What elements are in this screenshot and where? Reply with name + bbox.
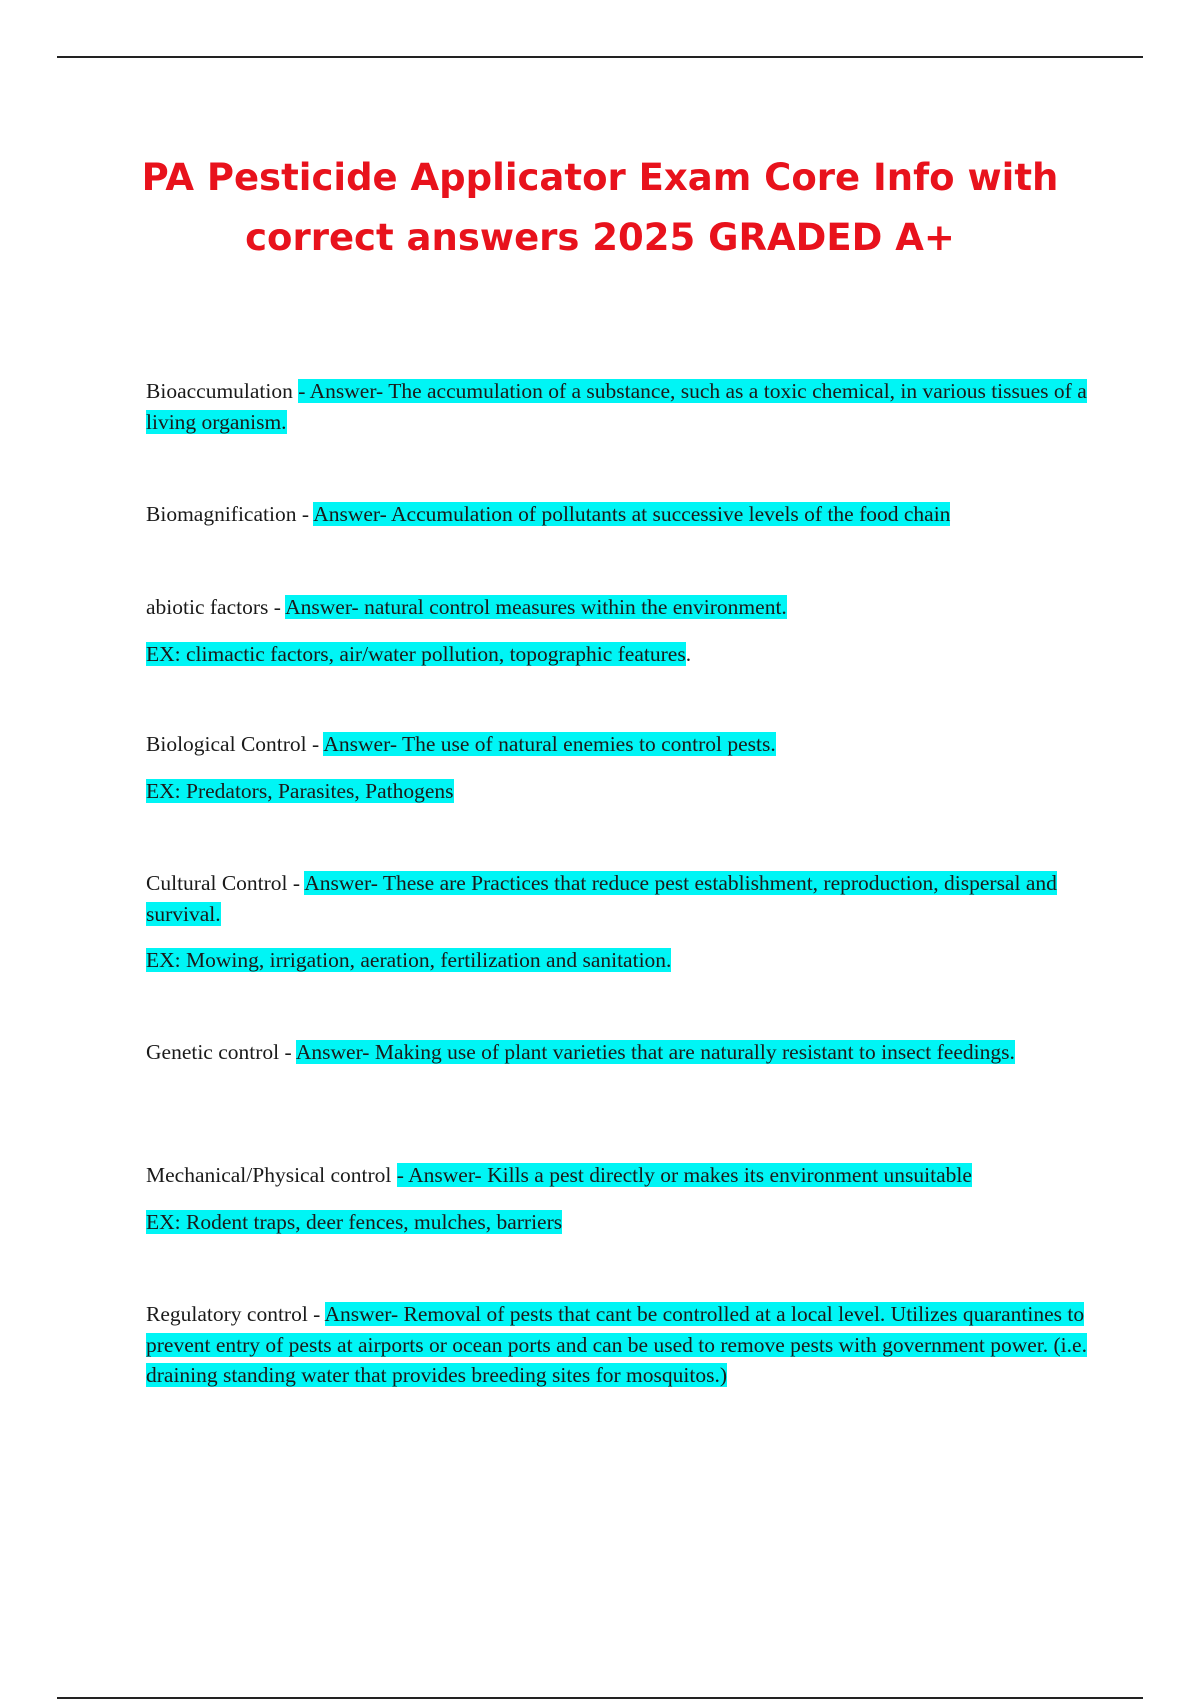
entry-biological-control [146,729,1096,806]
entry-abiotic-factors [146,592,1096,669]
entry-answer: - Answer- The accumulation of a substance, such as a toxic chemical, in various tissues of a living organism. [146,379,1087,434]
entry-definition [146,1037,1096,1068]
entry-example [146,1207,1096,1238]
entry-example-text: EX: Rodent traps, deer fences, mulches, barriers [146,1209,563,1234]
entry-genetic-control [146,1037,1096,1068]
entry-answer: - Answer- Kills a pest directly or makes its environment unsuitable [396,1163,972,1187]
entry-example-text: EX: Predators, Parasites, Pathogens [146,778,454,803]
entry-biomagnification [146,499,1096,530]
entry-definition [146,868,1096,929]
top-rule [57,56,1143,58]
entry-example-tail: . [685,641,692,666]
entry-term: Biomagnification - [146,502,314,526]
entry-mechanical-physical-control [146,1160,1096,1237]
entry-term: Regulatory control - [146,1302,325,1326]
entry-term: Genetic control - [146,1040,296,1064]
entry-term: abiotic factors - [146,595,286,619]
entry-bioaccumulation [146,376,1096,437]
entry-definition [146,592,1096,623]
entry-definition [146,499,1096,530]
bottom-rule [57,1697,1143,1699]
entry-term: Bioaccumulation [146,379,299,403]
entry-regulatory-control [146,1299,1096,1391]
entry-example [146,639,1096,670]
entry-definition [146,376,1096,437]
entry-example-text: EX: Mowing, irrigation, aeration, fertilization and sanitation. [146,948,672,972]
entry-term: Mechanical/Physical control [146,1163,397,1187]
entry-answer: Answer- Accumulation of pollutants at successive levels of the food chain [313,502,951,526]
entry-definition [146,1160,1096,1191]
entry-answer: Answer- These are Practices that reduce pest establishment, reproduction, dispersal and survival. [146,871,1057,926]
entry-cultural-control [146,868,1096,976]
entry-answer: Answer- Making use of plant varieties that are naturally resistant to insect feedings. [295,1040,1015,1064]
entry-example-text: EX: climactic factors, air/water pollution, topographic features [146,641,686,666]
document-title: PA Pesticide Applicator Exam Core Info with correct answers 2025 GRADED A+ [141,156,1059,259]
entry-definition [146,729,1096,760]
entry-example [146,776,1096,807]
entry-example [146,945,1096,976]
entry-term: Biological Control - [146,732,324,756]
entry-answer: Answer- natural control measures within the environment. [285,595,787,619]
entry-answer: Answer- Removal of pests that cant be controlled at a local level. Utilizes quarantines to prevent entry of pests at airports or ocean ports and can be used to remove pests with government power. (i.e. draining standing water that provides breeding sites for mosquitos.) [146,1302,1087,1387]
entry-answer: Answer- The use of natural enemies to control pests. [323,732,776,756]
entry-term: Cultural Control - [146,871,305,895]
entry-definition [146,1299,1096,1391]
